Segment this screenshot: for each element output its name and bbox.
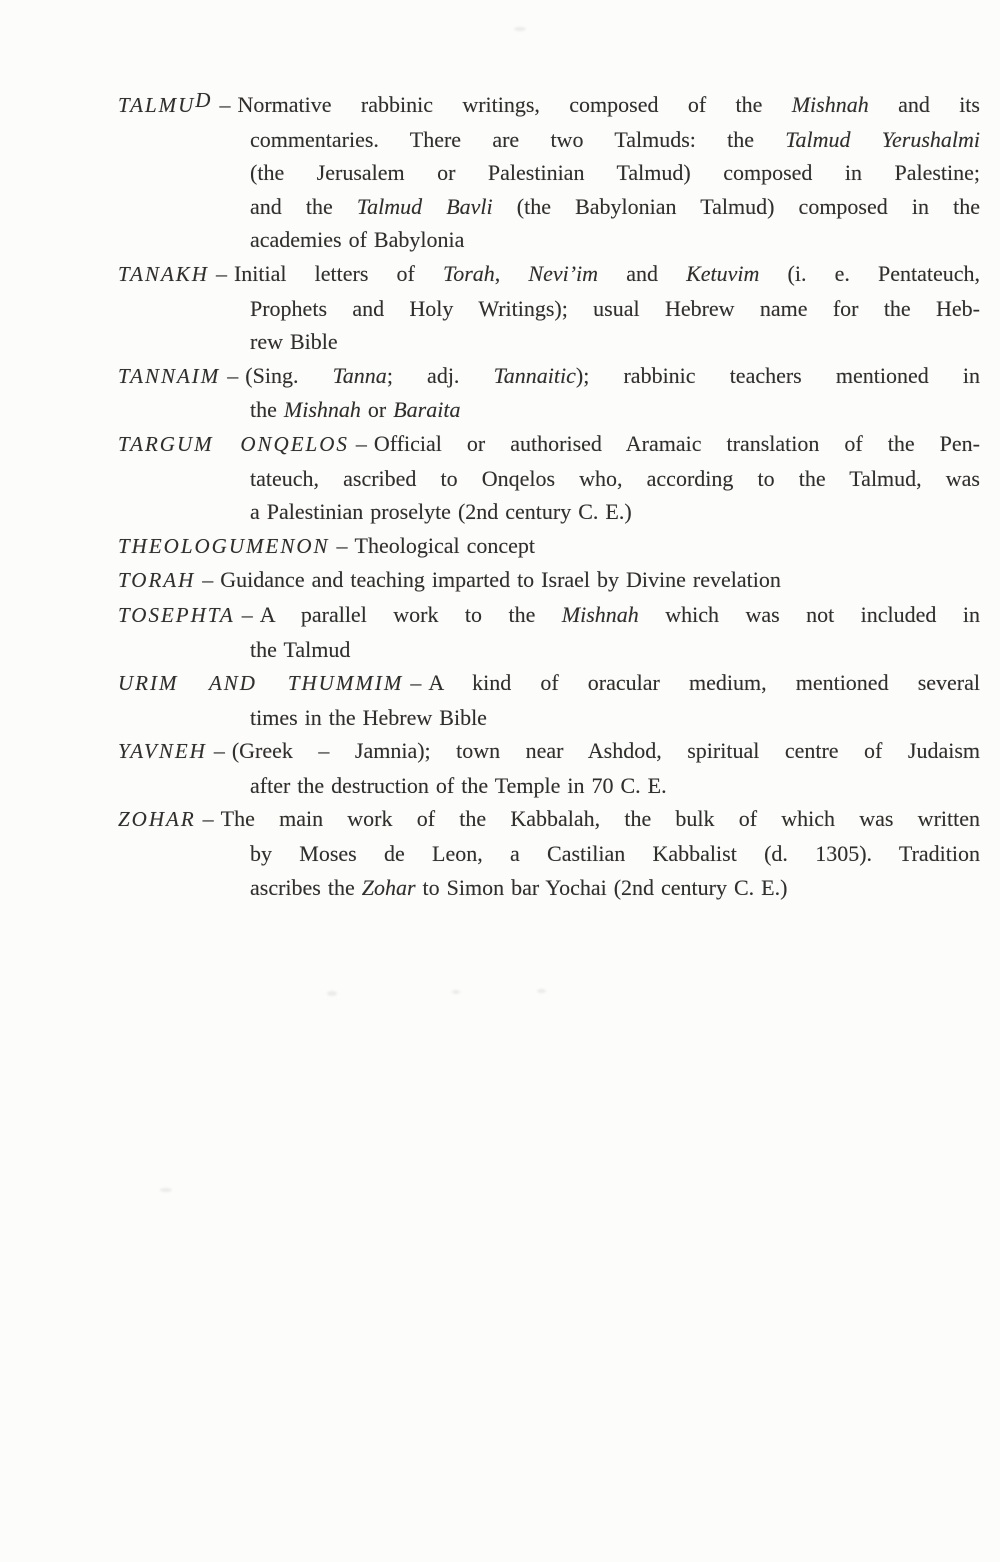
scan-artifact (160, 1188, 172, 1192)
term-text: TARGUM ONQELOS (118, 431, 349, 456)
dash-separator: – (241, 601, 253, 627)
text-line (250, 769, 980, 803)
text-line (118, 598, 980, 633)
text-segment: ); rabbinic teachers mentioned in (575, 362, 980, 388)
text-line (118, 427, 980, 462)
glossary-entry-targum-onqelos (118, 427, 980, 529)
text-line (250, 393, 980, 427)
dash-separator: – (213, 738, 225, 764)
text-segment: Mishnah (561, 601, 639, 627)
text-line (250, 633, 980, 667)
text-segment: (Greek – Jamnia); town near Ashdod, spiritual centre of Judaism (231, 738, 980, 764)
dash-separator: – (202, 567, 214, 593)
term-text: TORAH (118, 568, 196, 593)
glossary-entry-tannaim (118, 359, 980, 427)
term-text: YAVNEH (118, 739, 207, 764)
glossary-entry-talmud (118, 88, 980, 257)
text-segment: Baraita (393, 397, 461, 423)
text-segment: after the destruction of the Temple in 70 C. E. (250, 772, 667, 798)
text-segment: (i. e. Pentateuch, (759, 260, 981, 286)
text-line (118, 529, 980, 564)
dash-separator: – (202, 806, 214, 832)
text-segment: Theological concept (354, 532, 535, 558)
text-line (250, 223, 980, 257)
glossary-entry-yavneh (118, 734, 980, 802)
text-segment: and (598, 260, 687, 286)
text-segment: Nevi’im (528, 260, 599, 286)
text-line (250, 292, 980, 326)
text-line (250, 837, 980, 871)
text-segment: Tanna (332, 362, 387, 388)
text-segment: , (494, 260, 529, 286)
glossary-entry-tosephta (118, 598, 980, 666)
text-segment: commentaries. There are two Talmuds: the (250, 126, 786, 152)
scan-artifact (514, 27, 526, 31)
text-line (250, 462, 980, 496)
glossary-entry-tanakh (118, 257, 980, 359)
text-segment: the Talmud (250, 636, 351, 662)
term-text: TANNAIM (118, 363, 221, 388)
text-segment: Tannaitic (493, 362, 576, 388)
text-segment: (the Jerusalem or Palestinian Talmud) composed in Palestine; (250, 160, 980, 186)
text-line (118, 359, 980, 394)
text-segment: Mishnah (791, 92, 869, 117)
scan-artifact (327, 991, 337, 996)
text-segment: Torah (442, 260, 495, 286)
text-segment: Official or authorised Aramaic translation of the Pen- (373, 430, 980, 456)
text-line (118, 257, 980, 292)
dash-separator: – (227, 362, 239, 388)
text-segment: Mishnah (283, 397, 361, 423)
text-line (250, 871, 980, 905)
text-segment: and the (250, 193, 357, 219)
text-segment: which was not included in (638, 601, 980, 627)
term-text: TOSEPHTA (118, 602, 235, 627)
text-line (250, 123, 980, 157)
text-segment: Talmud Yerushalmi (785, 126, 980, 152)
text-line (250, 190, 980, 224)
text-segment: Initial letters of (233, 260, 443, 286)
text-segment: the (250, 397, 284, 423)
text-segment: Ketuvim (686, 260, 760, 286)
glossary-entry-torah (118, 563, 980, 598)
text-segment: (Sing. (245, 362, 333, 388)
text-line (250, 156, 980, 190)
text-segment: The main work of the Kabbalah, the bulk of which was written (220, 806, 980, 832)
text-segment: and its (868, 92, 980, 117)
dash-separator: – (410, 670, 422, 696)
text-segment: rew Bible (250, 329, 338, 355)
text-line (118, 666, 980, 701)
scan-artifact (452, 990, 460, 994)
text-segment: academies of Babylonia (250, 227, 465, 253)
text-segment: Guidance and teaching imparted to Israel by Divine revelation (220, 567, 781, 593)
text-line (118, 563, 980, 598)
dash-separator: – (355, 430, 367, 456)
text-segment: or (360, 397, 394, 423)
glossary-entry-theologumenon (118, 529, 980, 564)
text-segment: times in the Hebrew Bible (250, 704, 487, 730)
text-segment: Talmud Bavli (356, 193, 493, 219)
text-line (250, 701, 980, 735)
glossary-entry-zohar (118, 802, 980, 904)
text-segment: Prophets and Holy Writings); usual Hebrew name for the Heb- (250, 295, 980, 321)
text-segment: Normative rabbinic writings, composed of the (237, 92, 792, 117)
term-text: ZOHAR (118, 807, 196, 832)
text-segment: ascribes the (250, 874, 362, 900)
text-line (250, 495, 980, 529)
dash-separator: – (219, 92, 231, 117)
text-segment: A kind of oracular medium, mentioned several (428, 670, 980, 696)
text-segment: tateuch, ascribed to Onqelos who, according to the Talmud, was (250, 465, 980, 491)
text-line (118, 802, 980, 837)
text-segment: a Palestinian proselyte (2nd century C. E.) (250, 499, 632, 525)
text-line (118, 734, 980, 769)
text-segment: by Moses de Leon, a Castilian Kabbalist (d. 1305). Tradition (250, 841, 980, 867)
dash-separator: – (336, 532, 348, 558)
scan-artifact (537, 989, 546, 993)
text-segment: A parallel work to the (259, 601, 562, 627)
text-segment: to Simon bar Yochai (2nd century C. E.) (415, 874, 788, 900)
text-line (118, 88, 980, 123)
glossary-entry-urim-and-thummim (118, 666, 980, 734)
text-line (250, 325, 980, 359)
text-segment: ; adj. (386, 362, 494, 388)
term-text: TANAKH (118, 261, 209, 286)
term-text: THEOLOGUMENON (118, 533, 330, 558)
glossary (118, 88, 980, 904)
text-segment: Zohar (361, 874, 416, 900)
term-text: URIM AND THUMMIM (118, 671, 404, 696)
text-segment: (the Babylonian Talmud) composed in the (492, 193, 980, 219)
term-text: TALMU (118, 93, 196, 117)
dash-separator: – (215, 260, 227, 286)
term-text: D (195, 88, 213, 112)
